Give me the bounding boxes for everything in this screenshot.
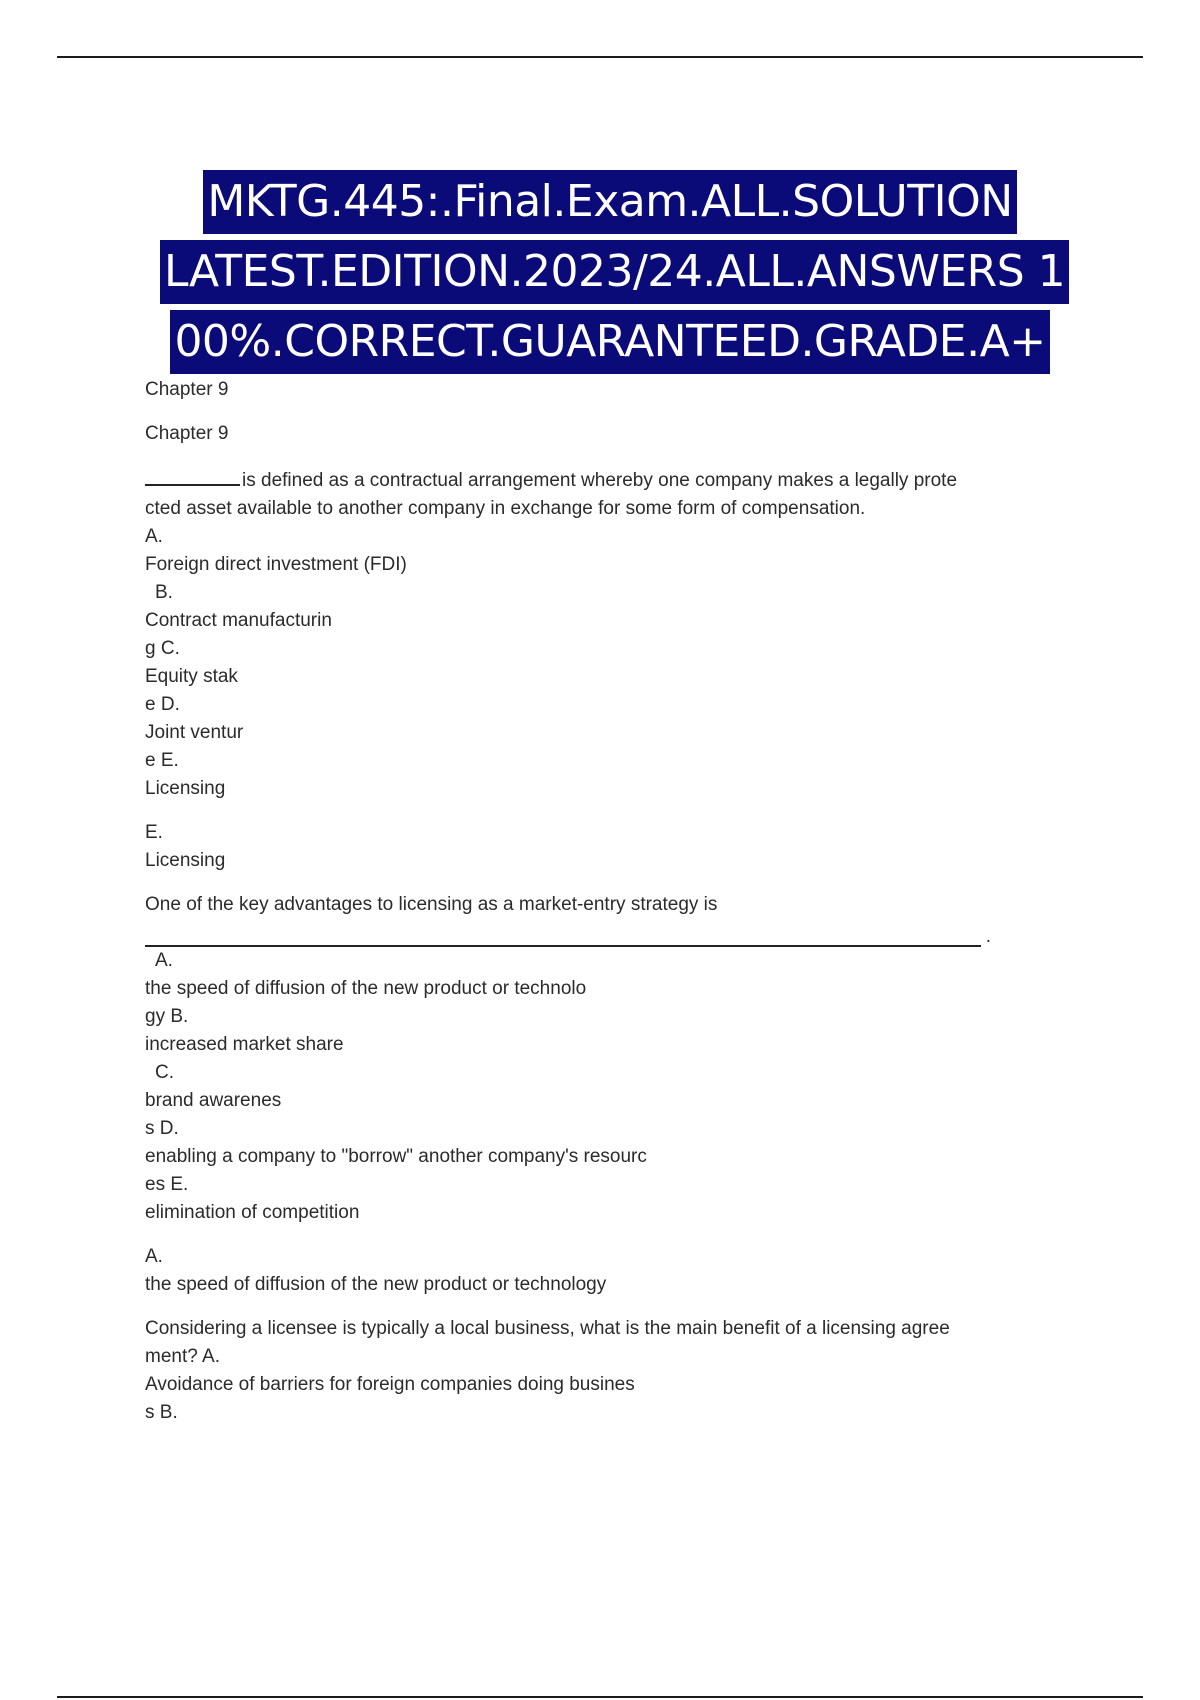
- fill-blank: [145, 923, 991, 947]
- document-title: [160, 170, 1066, 380]
- option-line: Contract manufacturin: [145, 610, 332, 631]
- title-line-2: LATEST.EDITION.2023/24.ALL.ANSWERS 1: [160, 240, 1069, 304]
- option-line: s D.: [145, 1118, 179, 1139]
- option-line: es E.: [145, 1174, 189, 1195]
- option-line: Avoidance of barriers for foreign companies doing busines: [145, 1374, 635, 1395]
- option-line: A.: [145, 526, 163, 547]
- answer-text: Licensing: [145, 850, 226, 871]
- option-line: gy B.: [145, 1006, 189, 1027]
- top-rule: [57, 56, 1143, 58]
- option-line: increased market share: [145, 1034, 344, 1055]
- chapter-heading: Chapter 9: [145, 379, 229, 400]
- option-line: enabling a company to "borrow" another company's resourc: [145, 1146, 647, 1167]
- question-stem: One of the key advantages to licensing as a market-entry strategy is: [145, 894, 718, 915]
- question-stem: Considering a licensee is typically a local business, what is the main benefit of a licensing agree: [145, 1318, 950, 1339]
- option-line: A.: [155, 950, 173, 971]
- question-stem-cont: cted asset available to another company in exchange for some form of compensation.: [145, 498, 866, 519]
- question-stem-cont: ment? A.: [145, 1346, 220, 1367]
- title-line-3: 00%.CORRECT.GUARANTEED.GRADE.A+: [170, 310, 1049, 374]
- option-line: s B.: [145, 1402, 178, 1423]
- question-stem: [145, 464, 1045, 495]
- question-stem-text: is defined as a contractual arrangement whereby one company makes a legally prote: [242, 470, 958, 491]
- blank-period: .: [985, 926, 991, 947]
- document-body: [145, 376, 1060, 1427]
- option-line: B.: [155, 582, 173, 603]
- title-line-1: MKTG.445:.Final.Exam.ALL.SOLUTION: [203, 170, 1016, 234]
- option-line: brand awarenes: [145, 1090, 282, 1111]
- option-line: C.: [155, 1062, 174, 1083]
- fill-blank: [145, 464, 240, 486]
- option-line: Equity stak: [145, 666, 238, 687]
- option-line: the speed of diffusion of the new product or technolo: [145, 978, 587, 999]
- option-line: g C.: [145, 638, 180, 659]
- option-line: Joint ventur: [145, 722, 244, 743]
- chapter-heading: Chapter 9: [145, 423, 229, 444]
- option-line: e E.: [145, 750, 179, 771]
- answer-letter: A.: [145, 1246, 163, 1267]
- option-line: elimination of competition: [145, 1202, 360, 1223]
- answer-letter: E.: [145, 822, 163, 843]
- bottom-rule: [57, 1696, 1143, 1698]
- option-line: Licensing: [145, 778, 226, 799]
- option-line: Foreign direct investment (FDI): [145, 554, 407, 575]
- option-line: e D.: [145, 694, 180, 715]
- answer-text: the speed of diffusion of the new product or technology: [145, 1274, 607, 1295]
